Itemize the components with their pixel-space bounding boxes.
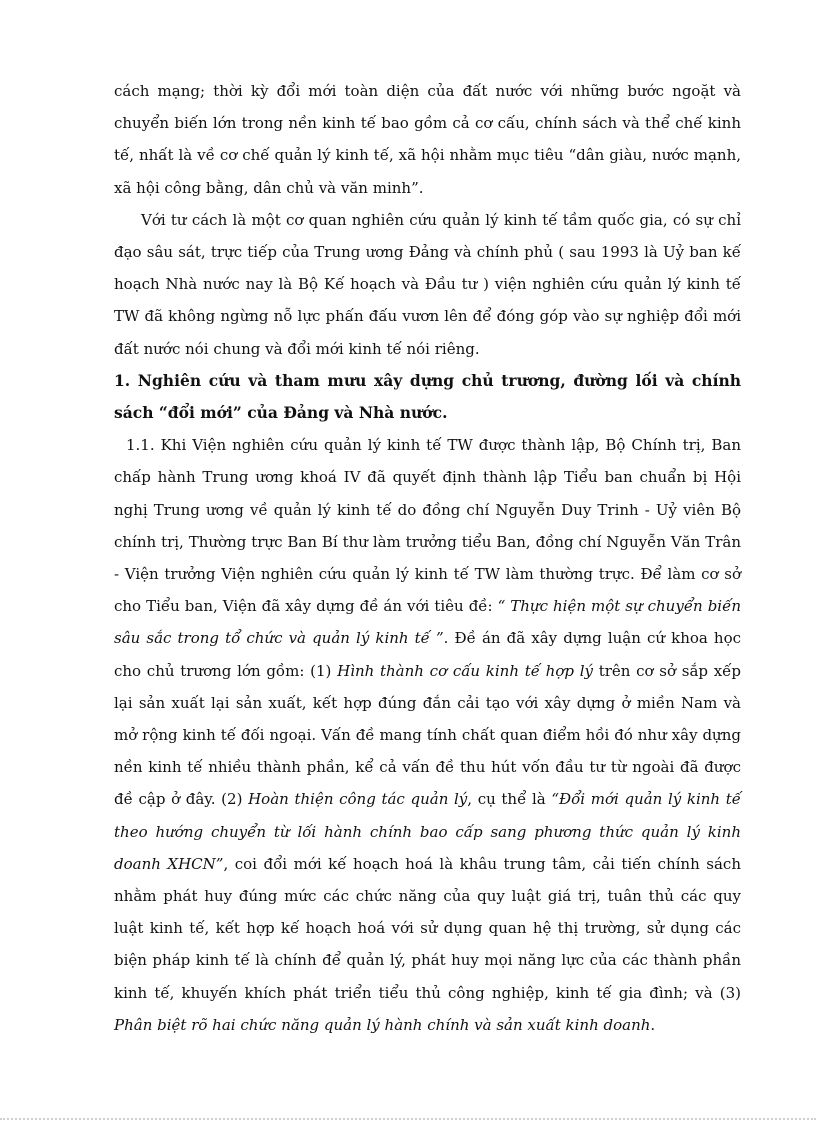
document-page	[114, 75, 741, 1041]
italic-point-1: Hình thành cơ cấu kinh tế hợp lý	[337, 661, 593, 680]
italic-point-2: Hoàn thiện công tác quản lý	[248, 790, 468, 809]
text-run: trên cơ sở sắp xếp lại sản xuất lại sản xuất, kết hợp đúng đắn cải tạo với xây dựng ở miền Nam và mở rộng kinh tế đối ngoại. Vấn đề mang tính chất quan điểm hồi đó như xây dựng nền kinh tế nhiều thành phần, kể cả vấn đề thu hút vốn đầu tư từ ngoài đã được đề cập ở đây. (2)	[114, 661, 742, 809]
paragraph-institute-role: Với tư cách là một cơ quan nghiên cứu quản lý kinh tế tầm quốc gia, có sự chỉ đạo sâu sát, trực tiếp của Trung ương Đảng và chính phủ ( sau 1993 là Uỷ ban kế hoạch Nhà nước nay là Bộ Kế hoạch và Đầu tư ) viện nghiên cứu quản lý kinh tế TW đã không ngừng nỗ lực phấn đấu vươn lên để đóng góp vào sự nghiệp đổi mới đất nước nói chung và đổi mới kinh tế nói riêng.	[114, 210, 741, 358]
page-bottom-divider	[0, 1118, 816, 1120]
text-run: .	[650, 1015, 656, 1034]
text-run: 1.1. Khi Viện nghiên cứu quản lý kinh tế TW được thành lập, Bộ Chính trị, Ban chấp hành Trung ương khoá IV đã quyết định thành lập Tiểu ban chuẩn bị Hội nghị Trung ương về quản lý kinh tế do đồng chí Nguyễn Duy Trinh - Uỷ viên Bộ chính trị, Thường trực Ban Bí thư làm trưởng tiểu Ban, đồng chí Nguyễn Văn Trân - Viện trưởng Viện nghiên cứu quản lý kinh tế TW làm thường trực. Để làm cơ sở cho Tiểu ban, Viện đã xây dựng đề án với tiêu đề:	[114, 436, 741, 616]
paragraph-intro: cách mạng; thời kỳ đổi mới toàn diện của đất nước với những bước ngoặt và chuyển biến lớn trong nền kinh tế bao gồm cả cơ cấu, chính sách và thể chế kinh tế, nhất là về cơ chế quản lý kinh tế, xã hội nhằm mục tiêu “dân giàu, nước mạnh, xã hội công bằng, dân chủ và văn minh”.	[114, 82, 741, 197]
italic-point-3: Phân biệt rõ hai chức năng quản lý hành chính và sản xuất kinh doanh	[114, 1015, 651, 1034]
text-run: . Đề án đã xây dựng luận cứ khoa học cho chủ trương lớn gồm: (1)	[114, 629, 741, 680]
italic-quote-reform: “Đổi mới quản lý kinh tế theo hướng chuyển từ lối hành chính bao cấp sang phương thức quản lý kinh doanh XHCN”	[114, 790, 741, 873]
text-run: , cụ thể là	[467, 790, 552, 809]
text-run: , coi đổi mới kế hoạch hoá là khâu trung tâm, cải tiến chính sách nhằm phát huy đúng mức các chức năng của quy luật giá trị, tuân thủ các quy luật kinh tế, kết hợp kế hoạch hoá với sử dụng quan hệ thị trường, sử dụng các biện pháp kinh tế là chính để quản lý, phát huy mọi năng lực của các thành phần kinh tế, khuyến khích phát triển tiểu thủ công nghiệp, kinh tế gia đình; và (3)	[114, 854, 741, 1002]
paragraph-section-1-1	[114, 429, 741, 1041]
section-heading: 1. Nghiên cứu và tham mưu xây dựng chủ trương, đường lối và chính sách “đổi mới” của Đảng và Nhà nước.	[114, 370, 741, 423]
italic-project-title: “ Thực hiện một sự chuyển biến sâu sắc trong tổ chức và quản lý kinh tế ”	[114, 597, 741, 648]
